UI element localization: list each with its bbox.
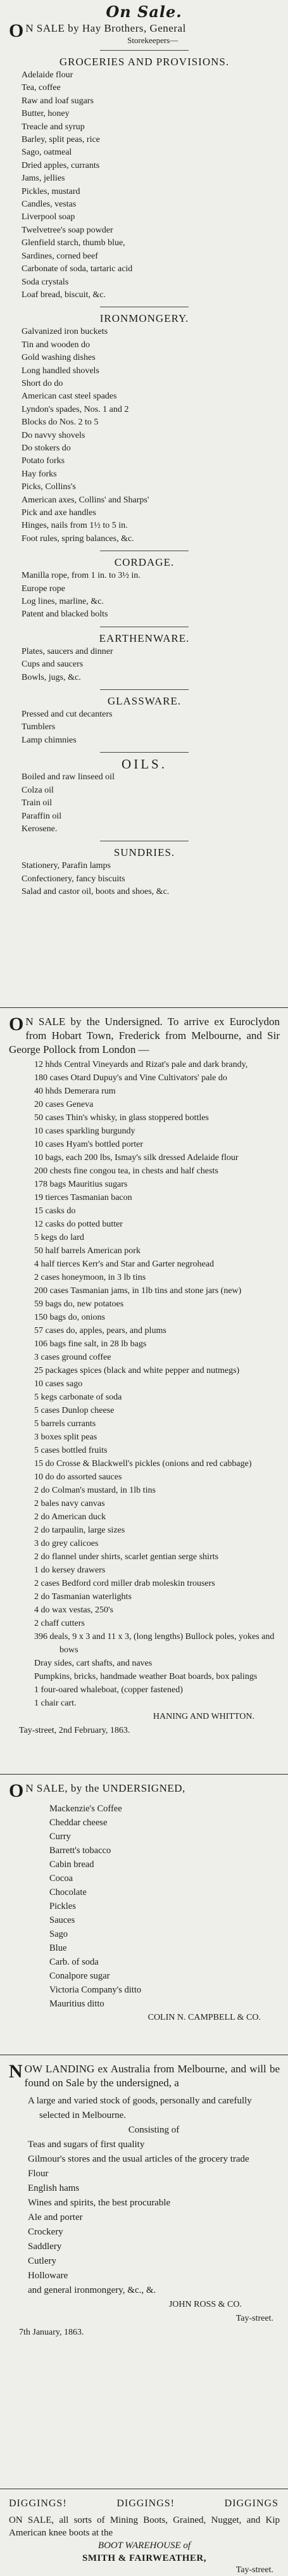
drop-cap: O: [9, 20, 24, 41]
section-item-list: [9, 771, 280, 836]
list-item: Dried apples, currants: [22, 160, 100, 170]
list-item: Blocks do Nos. 2 to 5: [22, 418, 99, 428]
list-item: Dray sides, cart shafts, and naves: [34, 1659, 153, 1668]
list-item: Flour: [28, 2169, 49, 2179]
ad1-opening-line-2: Storekeepers—: [127, 35, 178, 45]
section-heading: GLASSWARE.: [107, 695, 182, 708]
ad2-item-list: [9, 1058, 280, 1710]
list-item: 200 cases Tasmanian jams, in 1lb tins and stone jars (new): [34, 1286, 242, 1296]
list-item: 10 cases sparkling burgundy: [34, 1126, 135, 1136]
section-heading: OILS.: [122, 756, 167, 772]
list-item: Curry: [49, 1832, 71, 1842]
list-item: 10 do do assorted sauces: [34, 1472, 122, 1482]
ad5-place: Tay-street.: [235, 2565, 273, 2575]
list-item: 12 hhds Central Vineyards and Rizat's pale and dark brandy,: [34, 1060, 248, 1069]
diggings-word: DIGGINGS: [224, 2498, 279, 2509]
section-heading: SUNDRIES.: [113, 846, 175, 859]
list-item: Boiled and raw linseed oil: [22, 772, 115, 782]
list-item: 5 kegs carbonate of soda: [34, 1393, 122, 1402]
list-item: 178 bags Mauritius sugars: [34, 1180, 128, 1189]
list-item: Pressed and cut decanters: [22, 710, 113, 720]
list-item: Kerosene.: [22, 824, 58, 834]
list-item: 200 chests fine congou tea, in chests and half chests: [34, 1166, 218, 1176]
list-item: Potato forks: [22, 456, 65, 466]
list-item: and general ironmongery, &c., &.: [28, 2285, 156, 2295]
ad-colin-campbell: [9, 1782, 280, 2025]
list-item: Manilla rope, from 1 in. to 3½ in.: [22, 571, 141, 581]
list-item: 15 casks do: [34, 1206, 76, 1216]
list-item: 50 cases Thin's whisky, in glass stoppered bottles: [34, 1113, 209, 1123]
list-item: Bowls, jugs, &c.: [22, 672, 81, 682]
ad4-place: Tay-street.: [235, 2314, 273, 2323]
list-item: Barley, split peas, rice: [22, 135, 100, 145]
list-item: 3 do grey calicoes: [34, 1539, 99, 1548]
diggings-word: DIGGINGS!: [9, 2498, 67, 2509]
ad2-signature: HANING AND WHITTON.: [153, 1712, 254, 1721]
ad2-intro: [9, 1015, 280, 1057]
list-item: Mackenzie's Coffee: [49, 1804, 122, 1814]
list-item: Salad and castor oil, boots and shoes, &c.: [22, 887, 170, 897]
list-item: Gold washing dishes: [22, 353, 96, 363]
list-item: Cocoa: [49, 1873, 73, 1884]
list-item: Soda crystals: [22, 277, 69, 287]
list-item: Mauritius ditto: [49, 1999, 104, 2009]
list-item: Train oil: [22, 798, 53, 808]
column-rule: [0, 1774, 288, 1775]
list-item: 25 packages spices (black and white pepper and nutmegs): [34, 1366, 240, 1375]
list-item: Jams, jellies: [22, 174, 65, 184]
list-item: 2 chaff cutters: [34, 1619, 85, 1628]
list-item: Foot rules, spring balances, &c.: [22, 533, 134, 544]
ad3-item-list: [9, 1802, 280, 2011]
list-item: Glenfield starch, thumb blue,: [22, 238, 125, 248]
list-item: Hinges, nails from 1½ to 5 in.: [22, 521, 128, 531]
list-item: Confectionery, fancy biscuits: [22, 874, 125, 884]
list-item: Chocolate: [49, 1887, 87, 1897]
list-item: Ale and porter: [28, 2212, 83, 2222]
list-item: Cabin bread: [49, 1859, 94, 1870]
list-item: 20 cases Geneva: [34, 1100, 94, 1109]
list-item: Sago, oatmeal: [22, 148, 72, 158]
list-item: 5 cases bottled fruits: [34, 1446, 108, 1455]
list-item: 3 boxes split peas: [34, 1432, 97, 1442]
list-item: Twelvetree's soap powder: [22, 225, 113, 235]
list-item: 15 do Crosse & Blackwell's pickles (onions and red cabbage): [34, 1459, 252, 1469]
list-item: Tin and wooden do: [22, 340, 90, 350]
list-item: Consisting of: [128, 2125, 180, 2135]
section-item-list: [9, 646, 280, 684]
list-item: 19 tierces Tasmanian bacon: [34, 1193, 132, 1202]
list-item: Patent and blacked bolts: [22, 609, 108, 620]
list-item: Adelaide flour: [22, 70, 73, 80]
list-item: Galvanized iron buckets: [22, 327, 108, 337]
list-item: 150 bags do, onions: [34, 1313, 105, 1322]
section-item-list: [9, 708, 280, 747]
list-item: Sauces: [49, 1915, 75, 1925]
drop-cap: O: [9, 1014, 24, 1035]
list-item: Tumblers: [22, 722, 56, 732]
list-item: Crockery: [28, 2227, 63, 2237]
list-item: 12 casks do potted butter: [34, 1220, 123, 1229]
list-item: Carb. of soda: [49, 1957, 99, 1967]
list-item: Cheddar cheese: [49, 1818, 108, 1828]
ad1-sections: [9, 50, 280, 899]
list-item: 2 do tarpaulin, large sizes: [34, 1526, 125, 1535]
list-item: 10 bags, each 200 lbs, Ismay's silk dressed Adelaide flour: [34, 1153, 239, 1163]
ad2-intro-text: N SALE by the Undersigned. To arrive ex Euroclydon from Hobart Town, Frederick from Melbourne, and Sir George Pollock from London —: [9, 1016, 280, 1055]
list-item: 59 bags do, new potatoes: [34, 1299, 124, 1309]
list-item: 4 do wax vestas, 250's: [34, 1605, 114, 1615]
list-item: Stationery, Parafin lamps: [22, 861, 111, 871]
list-item: Picks, Collins's: [22, 482, 76, 492]
list-item: 1 chair cart.: [34, 1699, 77, 1708]
list-item: 2 do Tasmanian waterlights: [34, 1592, 132, 1602]
list-item: English hams: [28, 2183, 80, 2193]
list-item: Blue: [49, 1943, 67, 1953]
list-item: 40 hhds Demerara rum: [34, 1087, 116, 1096]
list-item: Cups and saucers: [22, 660, 84, 670]
drop-cap: O: [9, 1780, 24, 1801]
list-item: Wines and spirits, the best procurable: [28, 2198, 171, 2208]
list-item: 2 bales navy canvas: [34, 1499, 105, 1508]
section-item-list: [9, 570, 280, 622]
ad3-intro: [9, 1780, 280, 1801]
list-item: 10 cases sago: [34, 1379, 83, 1389]
list-item: Victoria Company's ditto: [49, 1985, 142, 1995]
list-item: 57 cases do, apples, pears, and plums: [34, 1326, 166, 1336]
section-item-list: [9, 69, 280, 302]
list-item: Tea, coffee: [22, 83, 61, 93]
list-item: Saddlery: [28, 2241, 62, 2252]
ad4-intro: [9, 2062, 280, 2090]
list-item: Pickles: [49, 1901, 76, 1911]
ad-hay-brothers: [9, 22, 280, 899]
list-item: Short do do: [22, 378, 63, 388]
ad4-signature: JOHN ROSS & CO.: [168, 2300, 242, 2309]
list-item: 3 cases ground coffee: [34, 1353, 111, 1362]
ad-smith-fairweather: [9, 2496, 280, 2576]
list-item: Europe rope: [22, 583, 65, 594]
list-item: Pickles, mustard: [22, 186, 80, 196]
ad4-date: 7th January, 1863.: [19, 2328, 84, 2337]
list-item: Liverpool soap: [22, 212, 75, 222]
drop-cap: N: [9, 2061, 23, 2082]
section-heading: CORDAGE.: [114, 556, 175, 569]
list-item: Log lines, marline, &c.: [22, 597, 104, 607]
list-item: Do stokers do: [22, 443, 71, 453]
list-item: 5 barrels currants: [34, 1419, 96, 1429]
list-item: Barrett's tobacco: [49, 1846, 111, 1856]
list-item: 396 deals, 9 x 3 and 11 x 3, (long lengths) Bullock poles, yokes and bows: [34, 1632, 275, 1655]
ad5-boot-warehouse: BOOT WAREHOUSE of: [97, 2541, 191, 2551]
list-item: Paraffin oil: [22, 811, 62, 821]
ad2-place-date: Tay-street, 2nd February, 1863.: [19, 1726, 130, 1735]
list-item: Holloware: [28, 2271, 68, 2281]
list-item: 10 cases Hyam's bottled porter: [34, 1140, 144, 1149]
list-item: American cast steel spades: [22, 392, 117, 402]
list-item: Sardines, corned beef: [22, 251, 98, 261]
ad3-intro-text: N SALE, by the UNDERSIGNED,: [25, 1782, 185, 1794]
list-item: Do navvy shovels: [22, 430, 85, 440]
list-item: Loaf bread, biscuit, &c.: [22, 290, 106, 300]
ad-john-ross: [9, 2062, 280, 2340]
list-item: A large and varied stock of goods, personally and carefully selected in Melbourne.: [28, 2096, 252, 2120]
ad5-intro: ON SALE, all sorts of Mining Boots, Grained, Nugget, and Kip American knee boots at the: [9, 2515, 280, 2538]
list-item: 50 half barrels American pork: [34, 1246, 141, 1256]
section-heading: EARTHENWARE.: [99, 632, 190, 644]
list-item: Candles, vestas: [22, 200, 77, 210]
list-item: 106 bags fine salt, in 28 lb bags: [34, 1339, 147, 1349]
list-item: Teas and sugars of first quality: [28, 2139, 145, 2150]
list-item: Conalpore sugar: [49, 1971, 110, 1981]
ad4-intro-text: OW LANDING ex Australia from Melbourne, and will be found on Sale by the undersigned, a: [24, 2063, 280, 2089]
list-item: 180 cases Otard Dupuy's and Vine Cultivators' pale do: [34, 1073, 227, 1083]
list-item: 1 do kersey drawers: [34, 1565, 106, 1575]
list-item: 2 do flannel under shirts, scarlet gentian serge shirts: [34, 1552, 218, 1562]
section-divider: [100, 50, 189, 51]
list-item: 2 do Colman's mustard, in 1lb tins: [34, 1486, 156, 1495]
list-item: Treacle and syrup: [22, 122, 85, 132]
section-divider: [100, 689, 189, 690]
masthead: On Sale.: [106, 3, 182, 21]
ad3-signature: COLIN N. CAMPBELL & CO.: [147, 2013, 261, 2022]
list-item: Plates, saucers and dinner: [22, 646, 113, 656]
list-item: 1 four-oared whaleboat, (copper fastened): [34, 1685, 183, 1695]
list-item: 4 half tierces Kerr's and Star and Garter negrohead: [34, 1259, 214, 1269]
column-rule: [0, 1007, 288, 1008]
section-heading: IRONMONGERY.: [99, 312, 189, 325]
list-item: 2 cases Bedford cord miller drab moleskin trousers: [34, 1579, 215, 1588]
list-item: Lamp chimnies: [22, 735, 77, 745]
ad1-opening-text: N SALE by Hay Brothers, General: [25, 22, 186, 34]
list-item: Pumpkins, bricks, handmade weather Boat boards, box palings: [34, 1672, 258, 1681]
list-item: 5 cases Dunlop cheese: [34, 1406, 115, 1415]
section-item-list: [9, 860, 280, 898]
list-item: Sago: [49, 1929, 68, 1939]
list-item: Pick and axe handles: [22, 508, 96, 518]
list-item: Butter, honey: [22, 109, 70, 119]
list-item: Carbonate of soda, tartaric acid: [22, 264, 133, 274]
list-item: Lyndon's spades, Nos. 1 and 2: [22, 404, 129, 414]
ad5-signature: SMITH & FAIRWEATHER,: [82, 2553, 206, 2563]
list-item: Raw and loaf sugars: [22, 96, 94, 106]
list-item: Gilmour's stores and the usual articles of the grocery trade: [28, 2154, 249, 2164]
list-item: 5 kegs do lard: [34, 1233, 84, 1242]
section-heading: GROCERIES AND PROVISIONS.: [59, 56, 230, 68]
diggings-banner: [9, 2496, 280, 2511]
section-item-list: [9, 326, 280, 545]
ad4-item-list: [9, 2094, 280, 2298]
list-item: 2 do American duck: [34, 1512, 106, 1522]
list-item: Long handled shovels: [22, 366, 99, 376]
list-item: Cutlery: [28, 2256, 56, 2266]
list-item: Hay forks: [22, 469, 57, 479]
list-item: 2 cases honeymoon, in 3 lb tins: [34, 1273, 146, 1282]
list-item: American axes, Collins' and Sharps': [22, 495, 149, 505]
list-item: Colza oil: [22, 785, 54, 795]
diggings-word: DIGGINGS!: [116, 2498, 175, 2509]
section-divider: [100, 752, 189, 753]
ad-haning-whitton: [9, 1015, 280, 1738]
